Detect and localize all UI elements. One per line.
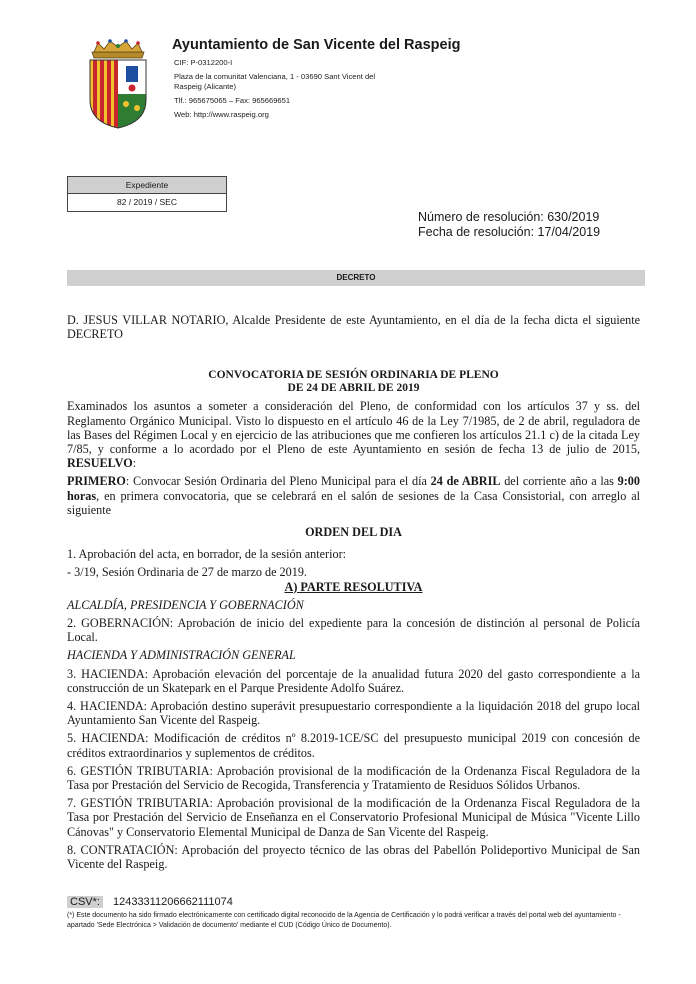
coat-of-arms-logo: [86, 38, 150, 130]
area-hacienda-heading: HACIENDA Y ADMINISTRACIÓN GENERAL: [67, 648, 296, 663]
area-alcaldia-heading: ALCALDÍA, PRESIDENCIA Y GOBERNACIÓN: [67, 597, 304, 612]
convocatoria-title-line-1: CONVOCATORIA DE SESIÓN ORDINARIA DE PLENO: [208, 369, 499, 382]
primero-paragraph: [67, 474, 640, 517]
agenda-item-1: 1. Aprobación del acta, en borrador, de la sesión anterior:: [67, 547, 347, 562]
primero-text-1: : Convocar Sesión Ordinaria del Pleno Municipal para el día: [125, 474, 431, 489]
agenda-item-7: 7. GESTIÓN TRIBUTARIA: Aprobación provisional de la modificación de la Ordenanza Fiscal Reguladora de la Tasa por Prestación del Servicio de Enseñanza en el Conservatorio Profesional Municipal de Música "Vicente Lillo Cánovas" y Conservatorio Elemental Municipal de Danza de San Vicente del Raspeig.: [67, 796, 640, 839]
examined-text: Examinados los asuntos a someter a consideración del Pleno, de conformidad con los artículos 37 y ss. del Reglamento Orgánico Municipal. Visto lo dispuesto en el artículo 46 de la Ley 7/1985, de 2 de abril, reguladora de las Bases del Régimen Local y en ejercicio de las atribuciones que me confieren los artículos 21.1 c) de la citada Ley 7/85, y conforme a lo acordado por el Pleno de este Ayuntamiento en sesión de fecha 13 de julio de 2015,: [67, 399, 640, 457]
primero-date: 24 de ABRIL: [430, 474, 501, 489]
csv-code: 12433311206662111074: [112, 896, 233, 908]
expediente-label: Expediente: [68, 177, 226, 194]
org-address-line-2: Raspeig (Alicante): [174, 82, 237, 91]
agenda-item-2: 2. GOBERNACIÓN: Aprobación de inicio del expediente para la concesión de distinción al personal de Policía Local.: [67, 616, 640, 645]
intro-paragraph: D. JESUS VILLAR NOTARIO, Alcalde Presidente de este Ayuntamiento, en el día de la fecha dicta el siguiente DECRETO: [67, 313, 640, 342]
signature-disclaimer: (*) Este documento ha sido firmado electrónicamente con certificado digital reconocido de la Agencia de Certificación y lo podrá verificar a través del portal web del ayuntamiento - apartado 'Sede Electrónica > Validación de documento' mediante el CUD (Código Único de Documento).: [67, 912, 621, 929]
org-address-line-1: Plaza de la comunitat Valenciana, 1 - 03690 Sant Vicent del: [174, 72, 376, 81]
agenda-item-5: 5. HACIENDA: Modificación de créditos nº 8.2019-1CE/SC del presupuesto municipal 2019 con concesión de créditos extraordinarios y suplementos de créditos.: [67, 731, 640, 760]
csv-line: [67, 896, 233, 908]
csv-label: CSV*:: [67, 896, 103, 908]
parte-resolutiva-heading: A) PARTE RESOLUTIVA: [284, 579, 423, 594]
agenda-item-6: 6. GESTIÓN TRIBUTARIA: Aprobación provisional de la modificación de la Ordenanza Fiscal Reguladora de la Tasa por Prestación del Servicio de Recogida, Transferencia y Tratamiento de Residuos Sólidos Urbanos.: [67, 763, 640, 793]
org-phone-fax: Tlf.: 965675065 – Fax: 965669651: [174, 96, 291, 105]
examined-paragraph: [67, 399, 640, 470]
resuelvo-colon: :: [132, 456, 137, 471]
primero-text-3: , en primera convocatoria, que se celebrará en el salón de sesiones de la Casa Consistorial, con arreglo al siguiente: [67, 488, 640, 517]
convocatoria-title-line-2: DE 24 DE ABRIL DE 2019: [287, 382, 420, 395]
expediente-box: [67, 176, 227, 212]
agenda-item-8: 8. CONTRATACIÓN: Aprobación del proyecto técnico de las obras del Pabellón Polideportivo Municipal de San Vicente del Raspeig.: [67, 842, 640, 872]
resolution-number: Número de resolución: 630/2019: [418, 210, 600, 224]
primero-label: PRIMERO: [67, 474, 126, 489]
document-body: [67, 313, 640, 871]
orden-del-dia-heading: ORDEN DEL DIA: [305, 525, 402, 540]
primero-text-2: del corriente año a las: [500, 474, 618, 489]
crown-icon: [92, 39, 144, 58]
expediente-value: 82 / 2019 / SEC: [116, 197, 177, 207]
org-cif: CIF: P-0312200-I: [174, 58, 233, 67]
agenda-item-4: 4. HACIENDA: Aprobación destino superávit presupuestario correspondiente a la liquidación 2018 del grupo local Ayuntamiento San Vicente del Raspeig.: [67, 699, 640, 728]
decreto-heading: DECRETO: [67, 270, 645, 286]
resuelvo-keyword: RESUELVO: [67, 456, 133, 471]
primero-time: 9:00 horas: [67, 474, 640, 503]
org-website: Web: http://www.raspeig.org: [174, 110, 269, 119]
resolution-date: Fecha de resolución: 17/04/2019: [418, 225, 601, 239]
agenda-item-1-sub: - 3/19, Sesión Ordinaria de 27 de marzo de 2019.: [67, 565, 307, 580]
organization-name: Ayuntamiento de San Vicente del Raspeig: [172, 37, 461, 53]
agenda-item-3: 3. HACIENDA: Aprobación elevación del porcentaje de la anualidad futura 2020 del gasto correspondiente a la construcción de un Skatepark en el Parque Presidente Adolfo Suárez.: [67, 666, 640, 695]
